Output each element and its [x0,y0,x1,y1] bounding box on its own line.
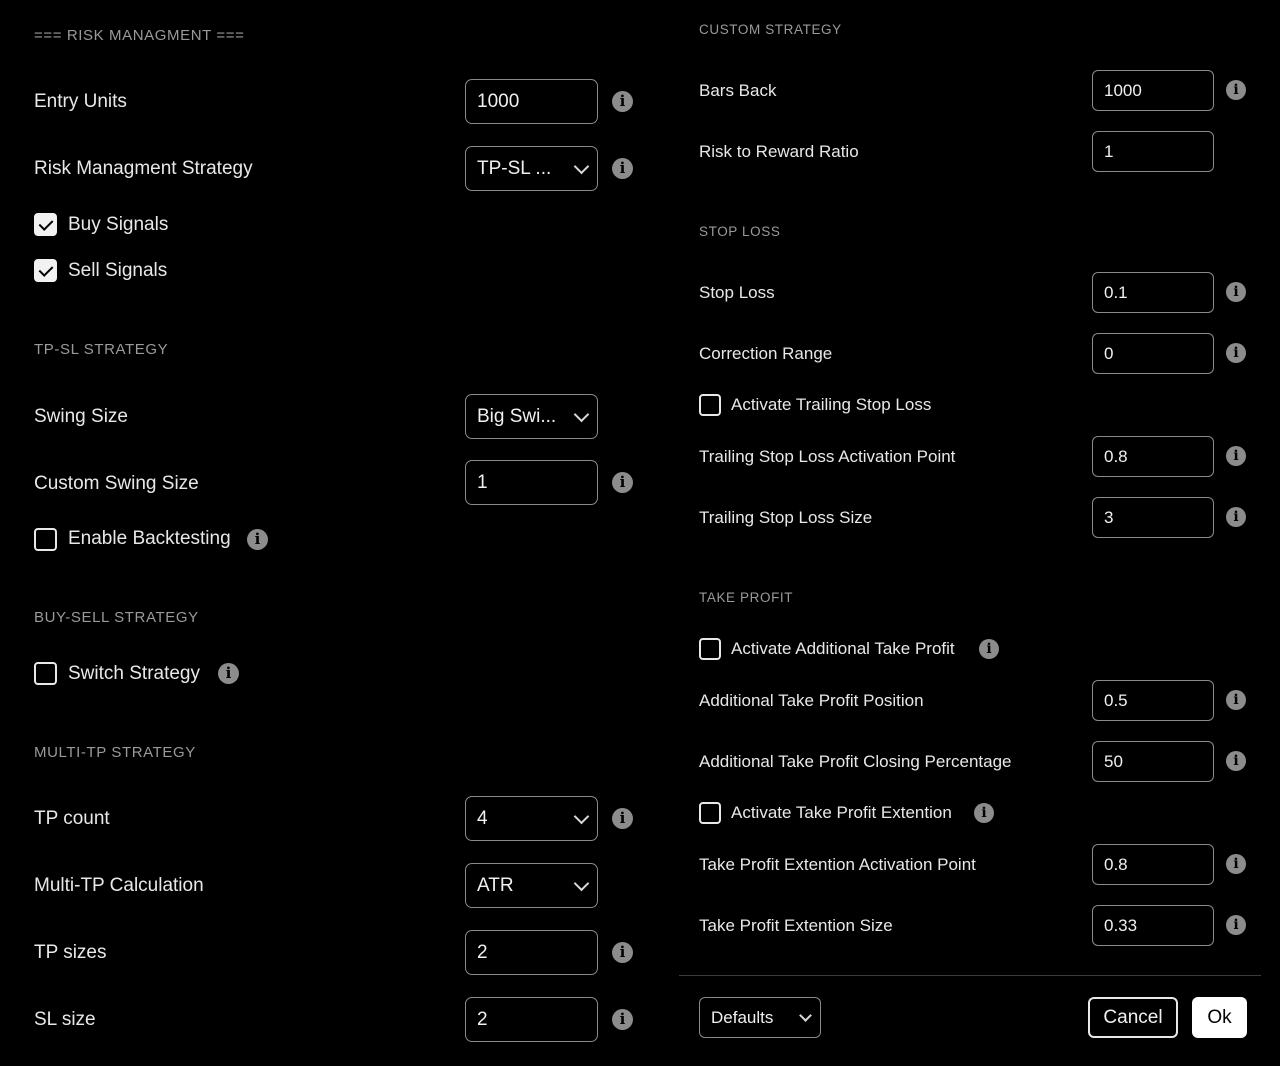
sell-signals-checkbox[interactable] [34,259,57,282]
risk-strategy-select[interactable] [465,146,598,191]
custom-strategy-section-title: CUSTOM STRATEGY [699,22,842,37]
activate-trailing-label: Activate Trailing Stop Loss [731,395,932,414]
info-icon[interactable]: i [974,803,994,823]
risk-management-section-title: === RISK MANAGMENT === [34,27,245,44]
entry-units-label: Entry Units [34,91,127,112]
info-icon[interactable]: i [1226,915,1246,935]
trailing-activation-label: Trailing Stop Loss Activation Point [699,447,956,466]
switch-strategy-label: Switch Strategy [68,663,200,684]
add-tp-closing-label: Additional Take Profit Closing Percentage [699,752,1012,771]
info-icon[interactable]: i [1226,507,1246,527]
bars-back-input[interactable]: 1000 [1092,70,1214,111]
tp-ext-activation-input[interactable]: 0.8 [1092,844,1214,885]
swing-size-label: Swing Size [34,406,128,427]
custom-swing-size-label: Custom Swing Size [34,473,199,494]
enable-backtesting-label: Enable Backtesting [68,528,231,549]
tpsl-section-title: TP-SL STRATEGY [34,341,169,358]
chevron-down-icon [574,808,590,824]
entry-units-input[interactable]: 1000 [465,79,598,124]
multitp-section-title: MULTI-TP STRATEGY [34,744,196,761]
buy-signals-label: Buy Signals [68,214,169,235]
info-icon[interactable]: i [218,663,239,684]
info-icon[interactable]: i [612,808,633,829]
activate-add-tp-checkbox[interactable] [699,638,721,660]
stop-loss-section-title: STOP LOSS [699,224,781,239]
add-tp-position-input[interactable]: 0.5 [1092,680,1214,721]
footer-divider [679,975,1261,976]
info-icon[interactable]: i [1226,282,1246,302]
tp-count-select[interactable] [465,796,598,841]
multitp-calc-value: ATR [477,874,514,896]
trailing-size-label: Trailing Stop Loss Size [699,508,873,527]
info-icon[interactable]: i [247,529,268,550]
multitp-calc-label: Multi-TP Calculation [34,875,204,896]
info-icon[interactable]: i [1226,854,1246,874]
activate-trailing-checkbox[interactable] [699,394,721,416]
defaults-dropdown[interactable] [699,997,821,1038]
stop-loss-label: Stop Loss [699,283,775,302]
info-icon[interactable]: i [1226,690,1246,710]
bars-back-label: Bars Back [699,81,777,100]
info-icon[interactable]: i [612,1009,633,1030]
info-icon[interactable]: i [1226,343,1246,363]
info-icon[interactable]: i [612,472,633,493]
check-icon [38,216,53,231]
buysell-section-title: BUY-SELL STRATEGY [34,609,199,626]
tp-ext-activation-label: Take Profit Extention Activation Point [699,855,976,874]
buy-signals-checkbox[interactable] [34,213,57,236]
info-icon[interactable]: i [612,91,633,112]
add-tp-closing-input[interactable]: 50 [1092,741,1214,782]
tp-sizes-label: TP sizes [34,942,107,963]
switch-strategy-checkbox[interactable] [34,662,57,685]
info-icon[interactable]: i [612,158,633,179]
activate-tp-ext-checkbox[interactable] [699,802,721,824]
enable-backtesting-checkbox[interactable] [34,528,57,551]
defaults-label: Defaults [711,1007,774,1027]
swing-size-value: Big Swi... [477,405,557,427]
info-icon[interactable]: i [1226,751,1246,771]
chevron-down-icon [799,1009,812,1022]
info-icon[interactable]: i [612,942,633,963]
risk-strategy-label: Risk Managment Strategy [34,158,253,179]
sl-size-input[interactable]: 2 [465,997,598,1042]
custom-swing-size-input[interactable]: 1 [465,460,598,505]
tp-sizes-input[interactable]: 2 [465,930,598,975]
info-icon[interactable]: i [1226,446,1246,466]
activate-tp-ext-label: Activate Take Profit Extention [731,803,952,822]
chevron-down-icon [574,406,590,422]
activate-add-tp-label: Activate Additional Take Profit [731,639,955,658]
trailing-activation-input[interactable]: 0.8 [1092,436,1214,477]
risk-strategy-value: TP-SL ... [477,157,552,179]
swing-size-select[interactable] [465,394,598,439]
tp-count-value: 4 [477,807,488,829]
chevron-down-icon [574,158,590,174]
sl-size-label: SL size [34,1009,96,1030]
tp-ext-size-input[interactable]: 0.33 [1092,905,1214,946]
take-profit-section-title: TAKE PROFIT [699,590,794,605]
cancel-button[interactable]: Cancel [1088,997,1178,1038]
stop-loss-input[interactable]: 0.1 [1092,272,1214,313]
multitp-calc-select[interactable] [465,863,598,908]
tp-count-label: TP count [34,808,110,829]
check-icon [38,262,53,277]
sell-signals-label: Sell Signals [68,260,168,281]
add-tp-position-label: Additional Take Profit Position [699,691,924,710]
trailing-size-input[interactable]: 3 [1092,497,1214,538]
rr-ratio-label: Risk to Reward Ratio [699,142,859,161]
ok-button[interactable]: Ok [1192,997,1247,1038]
correction-range-label: Correction Range [699,344,833,363]
tp-ext-size-label: Take Profit Extention Size [699,916,893,935]
chevron-down-icon [574,875,590,891]
rr-ratio-input[interactable]: 1 [1092,131,1214,172]
info-icon[interactable]: i [979,639,999,659]
info-icon[interactable]: i [1226,80,1246,100]
correction-range-input[interactable]: 0 [1092,333,1214,374]
